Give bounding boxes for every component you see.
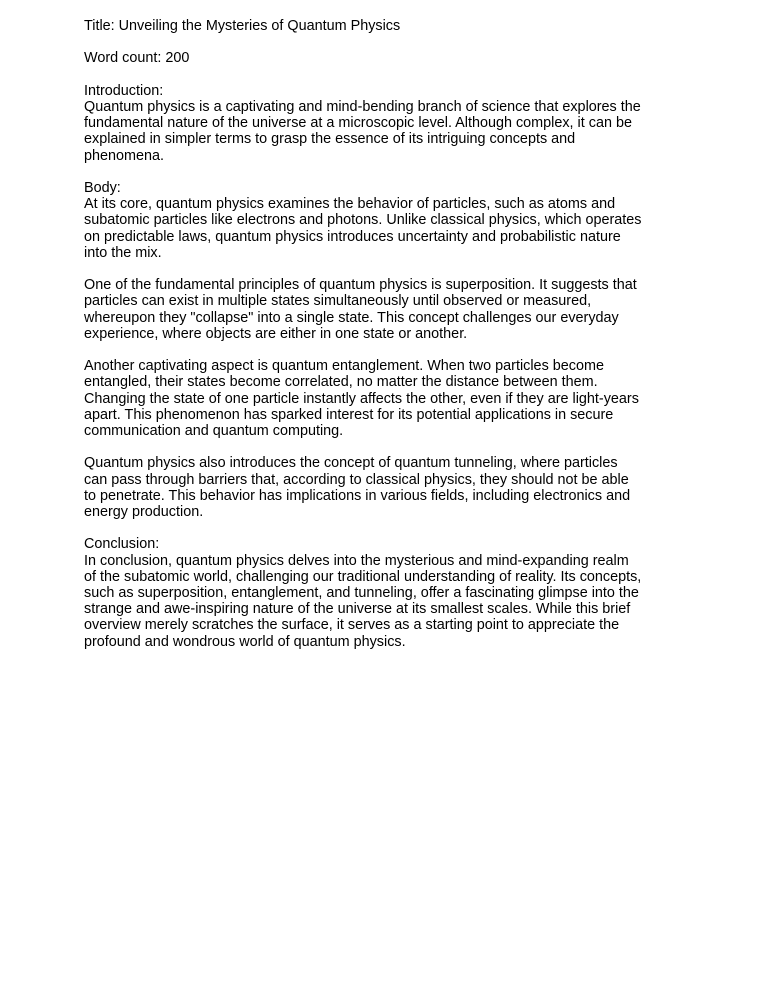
text-line: can pass through barriers that, according to classical physics, they should not be able <box>84 471 629 488</box>
text-line: energy production. <box>84 504 204 520</box>
text-line: apart. This phenomenon has sparked interest for its potential applications in secure <box>84 406 614 423</box>
text-line: experience, where objects are either in one state or another. <box>84 325 468 342</box>
text-line: One of the fundamental principles of quantum physics is superposition. It suggests that <box>84 277 637 294</box>
body-paragraph-1 <box>84 196 696 261</box>
text-line: overview merely scratches the surface, it serves as a starting point to appreciate the <box>84 617 620 634</box>
spacer <box>84 520 696 536</box>
text-line: on predictable laws, quantum physics introduces uncertainty and probabilistic nature <box>84 228 621 245</box>
text-line: Changing the state of one particle instantly affects the other, even if they are light-years <box>84 390 639 407</box>
spacer <box>84 164 696 180</box>
text-line: explained in simpler terms to grasp the essence of its intriguing concepts and <box>84 131 576 148</box>
text-line: Another captivating aspect is quantum entanglement. When two particles become <box>84 358 604 375</box>
text-line: Quantum physics also introduces the concept of quantum tunneling, where particles <box>84 455 618 472</box>
spacer <box>84 342 696 358</box>
text-line: particles can exist in multiple states simultaneously until observed or measured, <box>84 293 592 310</box>
spacer <box>84 439 696 455</box>
text-line: At its core, quantum physics examines the behavior of particles, such as atoms and <box>84 196 616 213</box>
spacer <box>84 34 696 50</box>
text-line: to penetrate. This behavior has implications in various fields, including electronics and <box>84 487 631 504</box>
body-paragraph-2 <box>84 277 696 342</box>
spacer <box>84 261 696 277</box>
text-line: such as superposition, entanglement, and tunneling, offer a fascinating glimpse into the <box>84 585 639 601</box>
word-count-line: Word count: 200 <box>84 50 190 67</box>
text-line: communication and quantum computing. <box>84 423 344 439</box>
body-heading: Body: <box>84 179 121 196</box>
body-paragraph-4 <box>84 455 696 520</box>
text-line: phenomena. <box>84 147 165 164</box>
spacer <box>84 67 696 83</box>
text-line: entangled, their states become correlated, no matter the distance between them. <box>84 374 598 391</box>
conclusion-heading: Conclusion: <box>84 536 160 553</box>
text-line: Quantum physics is a captivating and mind-bending branch of science that explores the <box>84 98 641 115</box>
body-section <box>84 180 696 520</box>
text-line: In conclusion, quantum physics delves into the mysterious and mind-expanding realm <box>84 552 629 569</box>
text-line: profound and wondrous world of quantum physics. <box>84 633 406 650</box>
document-page <box>84 18 696 650</box>
text-line: into the mix. <box>84 244 162 261</box>
introduction-heading: Introduction: <box>84 82 164 99</box>
text-line: of the subatomic world, challenging our traditional understanding of reality. Its concepts, <box>84 568 642 585</box>
text-line: subatomic particles like electrons and photons. Unlike classical physics, which operates <box>84 212 642 229</box>
conclusion-section <box>84 536 696 649</box>
text-line: fundamental nature of the universe at a microscopic level. Although complex, it can be <box>84 115 632 132</box>
title-line: Title: Unveiling the Mysteries of Quantum Physics <box>84 18 401 34</box>
introduction-section <box>84 83 696 164</box>
text-line: whereupon they "collapse" into a single state. This concept challenges our everyday <box>84 309 619 326</box>
body-paragraph-3 <box>84 358 696 439</box>
text-line: strange and awe-inspiring nature of the universe at its smallest scales. While this brief <box>84 601 631 618</box>
